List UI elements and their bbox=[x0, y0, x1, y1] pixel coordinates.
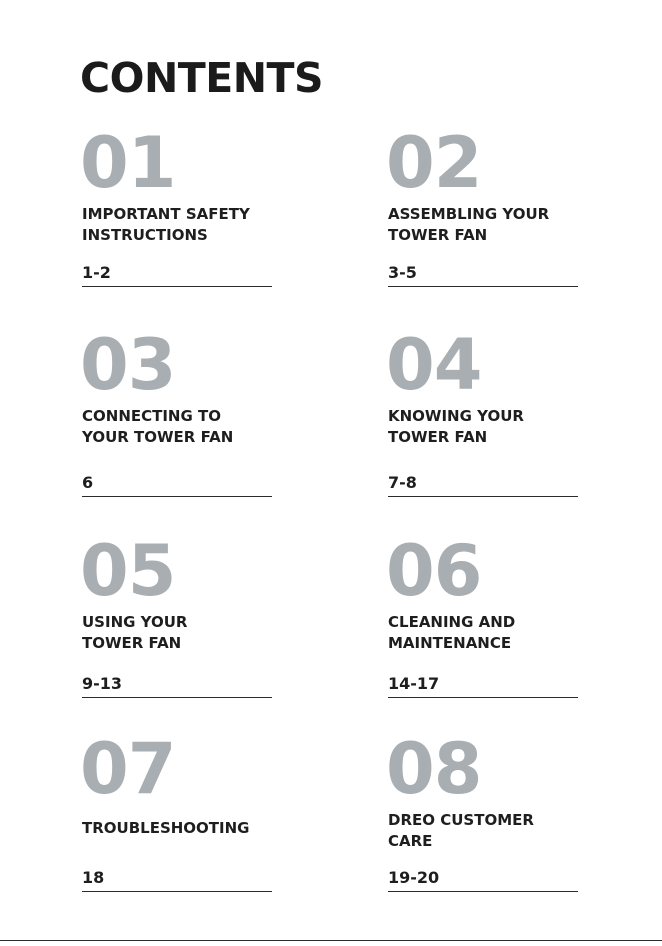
section-pages[interactable]: 7-8 bbox=[388, 472, 578, 497]
toc-section-02[interactable] bbox=[386, 122, 580, 308]
section-title-line: IMPORTANT SAFETY bbox=[82, 205, 250, 223]
section-title bbox=[82, 818, 250, 839]
section-pages[interactable]: 19-20 bbox=[388, 867, 578, 892]
section-title bbox=[388, 612, 515, 654]
section-title bbox=[388, 406, 524, 448]
section-title-line: ASSEMBLING YOUR bbox=[388, 205, 550, 223]
toc-section-05[interactable] bbox=[80, 530, 274, 716]
section-number: 04 bbox=[386, 324, 482, 406]
section-title-line: TROUBLESHOOTING bbox=[82, 819, 250, 837]
toc-section-08[interactable] bbox=[386, 728, 580, 914]
section-pages[interactable]: 6 bbox=[82, 472, 272, 497]
section-title-line: YOUR TOWER FAN bbox=[82, 428, 234, 446]
footer-divider bbox=[0, 940, 662, 941]
section-number: 01 bbox=[80, 122, 176, 204]
section-title-line: CONNECTING TO bbox=[82, 407, 222, 425]
section-pages[interactable]: 9-13 bbox=[82, 673, 272, 698]
section-title-line: DREO CUSTOMER bbox=[388, 811, 534, 829]
toc-section-01[interactable] bbox=[80, 122, 274, 308]
section-title bbox=[388, 810, 534, 852]
section-title-line: TOWER FAN bbox=[82, 634, 182, 652]
section-title-line: KNOWING YOUR bbox=[388, 407, 524, 425]
section-title-line: USING YOUR bbox=[82, 613, 188, 631]
section-title bbox=[82, 204, 250, 246]
section-title-line: CARE bbox=[388, 832, 433, 850]
section-number: 07 bbox=[80, 728, 176, 810]
section-number: 06 bbox=[386, 530, 482, 612]
section-title-line: INSTRUCTIONS bbox=[82, 226, 208, 244]
toc-section-07[interactable] bbox=[80, 728, 274, 914]
section-pages[interactable]: 18 bbox=[82, 867, 272, 892]
section-pages[interactable]: 3-5 bbox=[388, 262, 578, 287]
section-number: 03 bbox=[80, 324, 176, 406]
section-number: 08 bbox=[386, 728, 482, 810]
toc-section-03[interactable] bbox=[80, 324, 274, 510]
toc-section-06[interactable] bbox=[386, 530, 580, 716]
section-number: 02 bbox=[386, 122, 482, 204]
section-title bbox=[82, 406, 233, 448]
section-title-line: CLEANING AND bbox=[388, 613, 516, 631]
section-number: 05 bbox=[80, 530, 176, 612]
toc-section-04[interactable] bbox=[386, 324, 580, 510]
page-title: CONTENTS bbox=[80, 54, 324, 102]
section-pages[interactable]: 14-17 bbox=[388, 673, 578, 698]
section-title-line: MAINTENANCE bbox=[388, 634, 512, 652]
section-title-line: TOWER FAN bbox=[388, 226, 488, 244]
section-title-line: TOWER FAN bbox=[388, 428, 488, 446]
section-title bbox=[82, 612, 187, 654]
section-pages[interactable]: 1-2 bbox=[82, 262, 272, 287]
section-title bbox=[388, 204, 549, 246]
